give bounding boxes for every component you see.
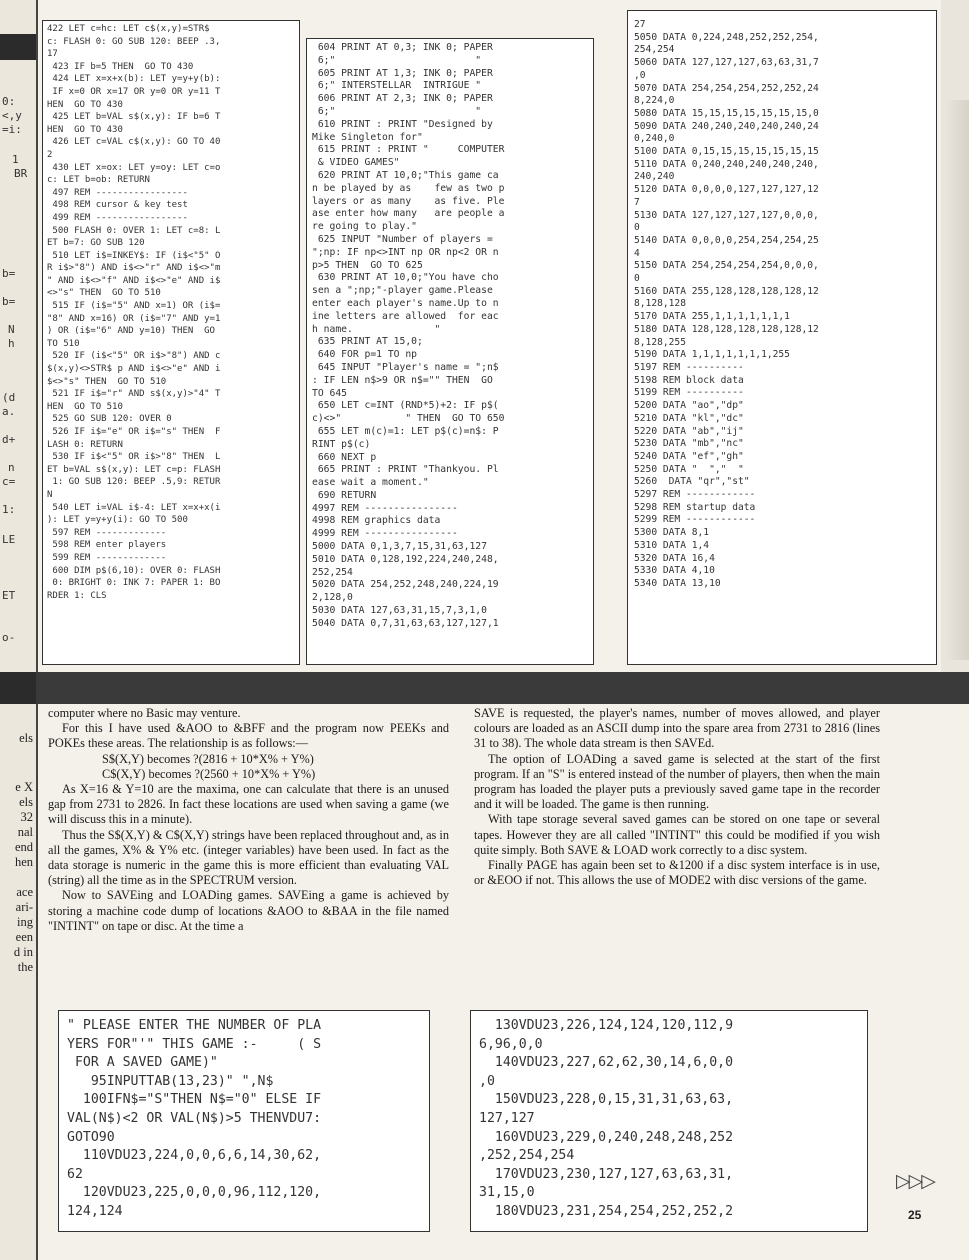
bbc-listing-left: [58, 1010, 430, 1232]
margin-fragment: els: [19, 795, 33, 809]
margin-fragment: nal: [17, 825, 33, 839]
article-paragraph: Now to SAVEing and LOADing games. SAVEing a game is achieved by storing a machine code dump of locations &AOO to &BAA in the file named "INTINT" on tape or disc. At the time a: [48, 888, 449, 933]
margin-fragment: the: [17, 960, 33, 974]
code-text: 27 5050 DATA 0,224,248,252,252,254, 254,254 5060 DATA 127,127,127,63,63,31,7 ,0 5070 DATA 254,254,254,252,252,24 8,224,0 5080 DATA 15,15,15,15,15,15,15,0 5090 DATA 240,240,240,240,240,24 0,240,0 5100 DATA 0,15,15,15,15,15,15,15 5110 DATA 0,240,240,240,240,240, 240,240 5120 DATA 0,0,0,0,127,127,127,12 7 5130 DATA 127,127,127,127,0,0,0, 0 5140 DATA 0,0,0,0,254,254,254,25 4 5150 DATA 254,254,254,254,0,0,0, 0 5160 DATA 255,128,128,128,128,12 8,128,128 5170 DATA 255,1,1,1,1,1,1,1 5180 DATA 128,128,128,128,128,12 8,128,255 5190 DATA 1,1,1,1,1,1,1,255 5197 REM ---------- 5198 REM block data 5199 REM ---------- 5200 DATA "ao","dp" 5210 DATA "kl","dc" 5220 DATA "ab","ij" 5230 DATA "mb","nc" 5240 DATA "ef","gh" 5250 DATA " "," " 5260 DATA "qr","st" 5297 REM ------------ 5298 REM startup data 5299 REM ------------ 5300 DATA 8,1 5310 DATA 1,4 5320 DATA 16,4 5330 DATA 4,10 5340 DATA 13,10: [634, 19, 819, 589]
margin-dark-band: [0, 34, 36, 60]
margin-fragment: =i:: [2, 123, 22, 136]
margin-fragment: d in: [13, 945, 33, 959]
margin-fragment: ET: [2, 589, 16, 602]
article-paragraph: For this I have used &AOO to &BFF and the program now PEEKs and POKEs these areas. The relationship is as follows:—: [48, 721, 449, 751]
margin-fragment: N: [8, 323, 15, 336]
article-column-left: [48, 706, 449, 934]
margin-fragment: 32: [20, 810, 33, 824]
article-paragraph: SAVE is requested, the player's names, number of moves allowed, and player colours are loaded as an ASCII dump into the spare area from 2731 to 2816 (lines 31 to 38). The whole data stream is then SAVEd.: [474, 706, 880, 751]
article-paragraph: With tape storage several saved games can be stored on one tape or several tapes. However they are all called "INTINT" this could be modified if you wish quite simply. Both SAVE & LOAD work correctly to a disc system.: [474, 812, 880, 857]
margin-fragment: n: [8, 461, 15, 474]
margin-fragment: ari-: [15, 900, 33, 914]
margin-dark-band: [0, 672, 36, 704]
left-margin-clipped-text: [0, 0, 38, 1260]
margin-fragment: 1: [12, 153, 19, 166]
article-paragraph: Thus the S$(X,Y) & C$(X,Y) strings have been replaced throughout and, as in all the games, X% & Y% etc. (integer variables) have been used. In fact as the data storage is numeric in the game this is more efficient than evaluating VAL (string) all the time as in the SPECTRUM version.: [48, 827, 449, 888]
margin-fragment: BR: [14, 167, 28, 180]
margin-fragment: h: [8, 337, 15, 350]
margin-fragment: hen: [14, 855, 33, 869]
margin-fragment: end: [14, 840, 33, 854]
article-paragraph: The option of LOADing a saved game is selected at the start of the first program. If an "S" is entered instead of the number of players, then when the main program has loaded the player puts a previously saved game tape in the recorder and it will be loaded. The game is then running.: [474, 751, 880, 812]
margin-fragment: ing: [17, 915, 33, 929]
margin-fragment: b=: [2, 267, 16, 280]
margin-fragment: ace: [16, 885, 33, 899]
bbc-listing-right: [470, 1010, 868, 1232]
margin-fragment: a.: [2, 405, 16, 418]
margin-fragment: c=: [2, 475, 16, 488]
code-text: 604 PRINT AT 0,3; INK 0; PAPER 6;" " 605 PRINT AT 1,3; INK 0; PAPER 6;" INTERSTELLAR INTRIGUE " 606 PRINT AT 2,3; INK 0; PAPER 6;" " 610 PRINT : PRINT "Designed by Mike Singleton for" 615 PRINT : PRINT " COMPUTER & VIDEO GAMES" 620 PRINT AT 10,0;"This game ca n be played by as few as two p layers or as many as five. Ple ase enter how many are people a re going to play." 625 INPUT "Number of players = ";np: IF np<>INT np OR np<2 OR n p>5 THEN GO TO 625 630 PRINT AT 10,0;"You have cho sen a ";np;"-player game.Please enter each player's name.Up to n ine letters are allowed for eac h name. " 635 PRINT AT 15,0; 640 FOR p=1 TO np 645 INPUT "Player's name = ";n$ : IF LEN n$>9 OR n$="" THEN GO TO 645 650 LET c=INT (RND*5)+2: IF p$( c)<>" " THEN GO TO 650 655 LET m(c)=1: LET p$(c)=n$: P RINT p$(c) 660 NEXT p 665 PRINT : PRINT "Thankyou. Pl ease wait a moment." 690 RETURN 4997 REM ---------------- 4998 REM graphics data 4999 REM ---------------- 5000 DATA 0,1,3,7,15,31,63,127 5010 DATA 0,128,192,224,240,248, 252,254 5020 DATA 254,252,248,240,224,19 2,128,0 5030 DATA 127,63,31,15,7,3,1,0 5040 DATA 0,7,31,63,63,127,127,1: [312, 42, 505, 629]
code-text: " PLEASE ENTER THE NUMBER OF PLA YERS FOR"'" THIS GAME :- ( S FOR A SAVED GAME)" 95INPUTTAB(13,23)" ",N$ 100IFN$="S"THEN N$="0" ELSE IF VAL(N$)<2 OR VAL(N$)>5 THENVDU7: GOTO90 110VDU23,224,0,0,6,6,14,30,62, 62 120VDU23,225,0,0,0,96,112,120, 124,124: [67, 1018, 322, 1219]
margin-fragment: o-: [2, 631, 16, 644]
code-text: 130VDU23,226,124,124,120,112,9 6,96,0,0 140VDU23,227,62,62,30,14,6,0,0 ,0 150VDU23,228,0,15,31,31,63,63, 127,127 160VDU23,229,0,240,248,248,252 ,252,254,254 170VDU23,230,127,127,63,63,31, 31,15,0 180VDU23,231,254,254,252,252,2: [479, 1018, 734, 1219]
article-paragraph: computer where no Basic may venture.: [48, 706, 241, 720]
margin-fragment: e X: [15, 780, 33, 794]
spectrum-listing-column-2: [306, 38, 594, 665]
code-text: 422 LET c=hc: LET c$(x,y)=STR$ c: FLASH 0: GO SUB 120: BEEP .3, 17 423 IF b=5 THEN GO TO 430 424 LET x=x+x(b): LET y=y+y(b): IF x=0 OR x=17 OR y=0 OR y=11 T HEN GO TO 430 425 LET b=VAL s$(x,y): IF b=6 T HEN GO TO 430 426 LET c=VAL c$(x,y): GO TO 40 2 430 LET x=ox: LET y=oy: LET c=o c: LET b=ob: RETURN 497 REM ----------------- 498 REM cursor & key test 499 REM ----------------- 500 FLASH 0: OVER 1: LET c=8: L ET b=7: GO SUB 120 510 LET i$=INKEY$: IF (i$<"5" O R i$>"8") AND i$<>"r" AND i$<>"m " AND i$<>"f" AND i$<>"e" AND i$ <>"s" THEN GO TO 510 515 IF (i$="5" AND x=1) OR (i$= "8" AND x=16) OR (i$="7" AND y=1 ) OR (i$="6" AND y=10) THEN GO TO 510 520 IF (i$<"5" OR i$>"8") AND c $(x,y)<>STR$ p AND i$<>"e" AND i $<>"s" THEN GO TO 510 521 IF i$="r" AND s$(x,y)>"4" T HEN GO TO 510 525 GO SUB 120: OVER 0 526 IF i$="e" OR i$="s" THEN F LASH 0: RETURN 530 IF i$<"5" OR i$>"8" THEN L ET b=VAL s$(x,y): LET c=p: FLASH 1: GO SUB 120: BEEP .5,9: RETUR N 540 LET i=VAL i$-4: LET x=x+x(i ): LET y=y+y(i): GO TO 500 597 REM ------------- 598 REM enter players 599 REM ------------- 600 DIM p$(6,10): OVER 0: FLASH 0: BRIGHT 0: INK 7: PAPER 1: BO RDER 1: CLS: [47, 24, 221, 601]
continue-arrows-icon: ▷▷▷: [896, 1170, 934, 1192]
margin-fragment: b=: [2, 295, 16, 308]
margin-fragment: (d: [2, 391, 16, 404]
article-column-right: [474, 706, 880, 888]
article-paragraph: S$(X,Y) becomes ?(2816 + 10*X% + Y%): [102, 751, 314, 766]
margin-fragment: 1:: [2, 503, 16, 516]
article-paragraph: Finally PAGE has again been set to &1200 if a disc system interface is in use, or &EOO if not. This allows the use of MODE2 with disc versions of the game.: [474, 858, 880, 888]
margin-fragment: d+: [2, 433, 16, 446]
margin-fragment: een: [15, 930, 33, 944]
article-paragraph: C$(X,Y) becomes ?(2560 + 10*X% + Y%): [102, 766, 316, 781]
article-paragraph: As X=16 & Y=10 are the maxima, one can calculate that there is an unused gap from 2731 to 2826. In fact these locations are used when saving a game (we will discuss this in a minute).: [48, 782, 449, 827]
section-divider-band: [36, 672, 969, 704]
page-right-shadow: [945, 100, 969, 660]
margin-fragment: LE: [2, 533, 16, 546]
spectrum-listing-column-3: [627, 10, 937, 665]
margin-fragment: els: [19, 731, 33, 745]
margin-fragment: <,y: [2, 109, 22, 122]
page-number: 25: [908, 1208, 922, 1222]
spectrum-listing-column-1: [42, 20, 300, 665]
margin-fragment: 0:: [2, 95, 16, 108]
